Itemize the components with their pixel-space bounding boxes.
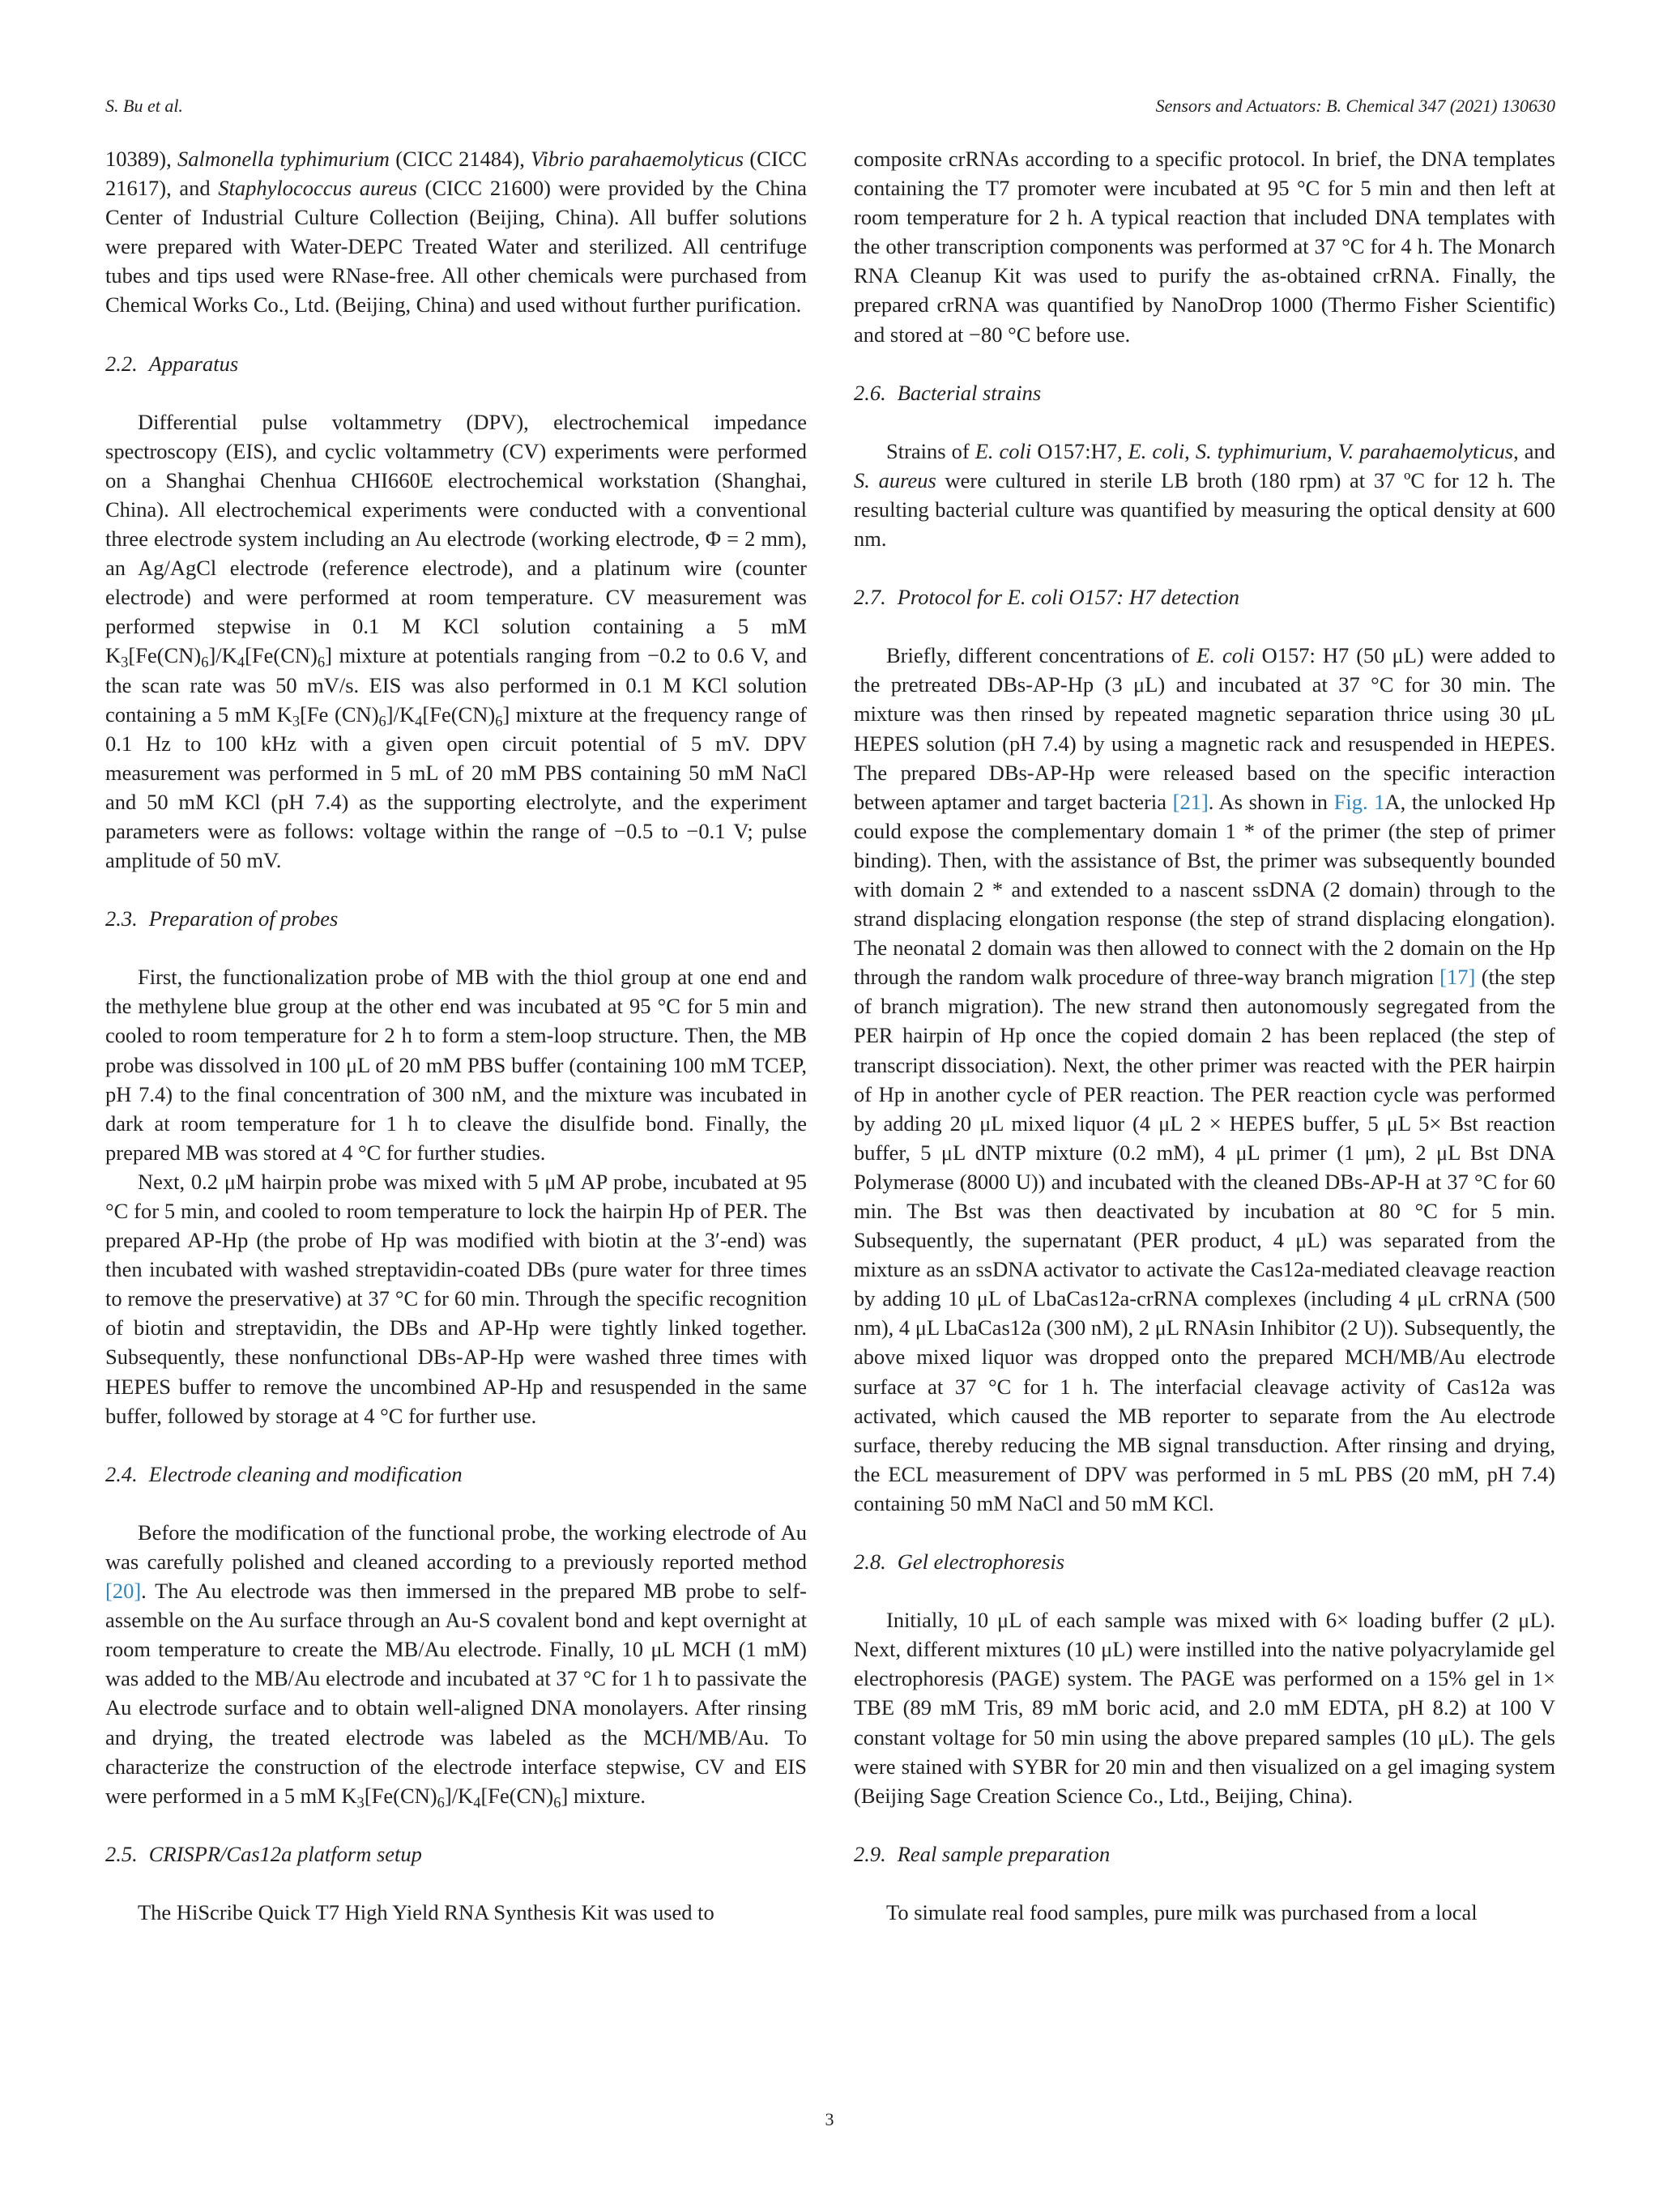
protocol-paragraph: Briefly, different concentrations of E. coli O157: H7 (50 μL) were added to the pretreated DBs-AP-Hp (3 μL) and incubated at 37 °C for 30 min. The mixture was then rinsed by repeated magnetic separation thrice using 30 μL HEPES solution (pH 7.4) by using a magnetic rack and resuspended in HEPES. The prepared DBs-AP-Hp were released based on the specific interaction between aptamer and target bacteria [21]. As shown in Fig. 1A, the unlocked Hp could expose the complementary domain 1 * of the primer (the step of primer binding). Then, with the assistance of Bst, the primer was subsequently bounded with domain 2 * and extended to a nascent ssDNA (2 domain) through to the strand displacing elongation response (the step of strand displacing elongation). The neonatal 2 domain was then allowed to connect with the 2 domain on the Hp through the random walk procedure of three-way branch migration [17] (the step of branch migration). The new strand then autonomously segregated from the PER hairpin of Hp once the copied domain 2 has been replaced (the step of transcript dissociation). Next, the other primer was reacted with the PER hairpin of Hp in another cycle of PER reaction. The PER reaction cycle was performed by adding 20 μL mixed liquor (4 μL 2 × HEPES buffer, 5 μL 5× Bst reaction buffer, 5 μL dNTP mixture (0.2 mM), 4 μL primer (1 μm), 2 μL Bst DNA Polymerase (8000 U)) and incubated with the cleaned DBs-AP-H at 37 °C for 60 min. The Bst was then deactivated by incubation at 80 °C for 5 min. Subsequently, the supernatant (PER product, 4 μL) was separated from the mixture as an ssDNA activator to activate the Cas12a-mediated cleavage reaction by adding 10 μL of LbaCas12a-crRNA complexes (including 4 μL crRNA (500 nm), 4 μL LbaCas12a (300 nM), 2 μL RNAsin Inhibitor (2 U)). Subsequently, the above mixed liquor was dropped onto the prepared MCH/MB/Au electrode surface at 37 °C for 1 h. The interfacial cleavage activity of Cas12a was activated, which caused the MB reporter to separate from the Au electrode surface, thereby reducing the MB signal transduction. After rinsing and drying, the ECL measurement of DPV was performed in 5 mL PBS (20 mM, pH 7.4) containing 50 mM NaCl and 50 mM KCl.: [854, 643, 1556, 1515]
section-heading-2-9: 2.9. Real sample preparation: [854, 1841, 1111, 1866]
figure-link-1[interactable]: Fig. 1: [1333, 789, 1385, 814]
crrna-continuation-paragraph: composite crRNAs according to a specific protocol. In brief, the DNA templates containing the T7 promoter were incubated at 95 °C for 5 min and then left at room temperature for 2 h. A typical reaction that included DNA templates with the other transcription components was performed at 37 °C for 4 h. The Monarch RNA Cleanup Kit was used to purify the as-obtained crRNA. Finally, the prepared crRNA was quantified by NanoDrop 1000 (Thermo Fisher Scientific) and stored at −80 °C before use.: [854, 147, 1555, 347]
section-heading-2-3: 2.3. Preparation of probes: [105, 906, 339, 931]
real-sample-paragraph: To simulate real food samples, pure milk was purchased from a local: [886, 1899, 1478, 1924]
section-heading-2-7: 2.7. Protocol for E. coli O157: H7 detection: [854, 585, 1239, 610]
bacterial-strains-paragraph: Strains of E. coli O157:H7, E. coli, S. typhimurium, V. parahaemolyticus, and S. aureus were cultured in sterile LB broth (180 rpm) at 37 ºC for 12 h. The resulting bacterial culture was quantified by measuring the optical density at 600 nm.: [854, 438, 1555, 552]
section-heading-2-6: 2.6. Bacterial strains: [854, 380, 1042, 405]
apparatus-paragraph: Differential pulse voltammetry (DPV), electrochemical impedance spectroscopy (EIS), and cyclic voltammetry (CV) experiments were performed on a Shanghai Chenhua CHI660E electrochemical workstation (Shanghai, China). All electrochemical experiments were conducted with a conventional three electrode system including an Au electrode (working electrode, Φ = 2 mm), an Ag/AgCl electrode (reference electrode), and a platinum wire (counter electrode) and were performed at room temperature. CV measurement was performed stepwise in 0.1 M KCl solution containing a 5 mM $K_3[Fe(CN)_6]/K_4[Fe(CN)_6]$ mixture at potentials ranging from −0.2 to 0.6 V, and the scan rate was 50 mV/s. EIS was also performed in 0.1 M KCl solution containing a 5 mM $K_3[Fe$ $(CN)_6]/K_4[Fe(CN)_6]$ mixture at the frequency range of 0.1 Hz to 100 kHz with a given open circuit potential of 5 mV. DPV measurement was performed in 5 mL of 20 mM PBS containing 50 mM NaCl and 50 mM KCl (pH 7.4) as the supporting electrolyte, and the experiment parameters were as follows: voltage within the range of −0.5 to −0.1 V; pulse amplitude of 50 mV.: [105, 409, 807, 873]
section-heading-2-2: 2.2. Apparatus: [105, 351, 239, 376]
reference-link-21[interactable]: [21]: [1172, 789, 1209, 814]
running-header-authors: S. Bu et al.: [105, 96, 183, 116]
probes-paragraph-2: Next, 0.2 μM hairpin probe was mixed with 5 μM AP probe, incubated at 95 °C for 5 min, and cooled to room temperature to lock the hairpin Hp of PER. The prepared AP-Hp (the probe of Hp was modified with biotin at the 3′-end) was then incubated with washed streptavidin-coated DBs (pure water for three times to remove the preservative) at 37 °C for 60 min. Through the specific recognition of biotin and streptavidin, the DBs and AP-Hp were tightly linked together. Subsequently, these nonfunctional DBs-AP-Hp were washed three times with HEPES buffer to remove the uncombined AP-Hp and resuspended in the same buffer, followed by storage at 4 °C for further use.: [105, 1169, 807, 1428]
left-column: [105, 144, 807, 1927]
section-heading-2-4: 2.4. Electrode cleaning and modification: [105, 1461, 463, 1486]
section-heading-2-8: 2.8. Gel electrophoresis: [854, 1549, 1065, 1575]
page-number: 3: [825, 2109, 834, 2129]
intro-paragraph: 10389), Salmonella typhimurium (CICC 21484), Vibrio parahaemolyticus (CICC 21617), and Staphylococcus aureus (CICC 21600) were provided by the China Center of Industrial Culture Collection (Beijing, China). All buffer solutions were prepared with Water-DEPC Treated Water and sterilized. All centrifuge tubes and tips used were RNase-free. All other chemicals were purchased from Chemical Works Co., Ltd. (Beijing, China) and used without further purification.: [105, 147, 807, 318]
gel-paragraph: Initially, 10 μL of each sample was mixed with 6× loading buffer (2 μL). Next, different mixtures (10 μL) were instilled into the native polyacrylamide gel electrophoresis (PAGE) system. The PAGE was performed on a 15% gel in 1× TBE (89 mM Tris, 89 mM boric acid, and 2.0 mM EDTA, pH 8.2) at 100 V constant voltage for 50 min using the above prepared samples (10 μL). The gels were stained with SYBR for 20 min and then visualized on a gel imaging system (Beijing Sage Creation Science Co., Ltd., Beijing, China).: [854, 1608, 1555, 1808]
reference-link-20[interactable]: [20]: [105, 1579, 142, 1604]
electrode-paragraph: Before the modification of the functional probe, the working electrode of Au was carefully polished and cleaned according to a previously reported method [20]. The Au electrode was then immersed in the prepared MB probe to self-assemble on the Au surface through an Au-S covalent bond and kept overnight at room temperature to create the MB/Au electrode. Finally, 10 μL MCH (1 mM) was added to the MB/Au electrode and incubated at 37 °C for 1 h to passivate the Au electrode surface and to obtain well-aligned DNA monolayers. After rinsing and drying, the treated electrode was labeled as the MCH/MB/Au. To characterize the construction of the electrode interface stepwise, CV and EIS were performed in a 5 mM $K_3[Fe(CN)_6]/K_4[Fe(CN)_6]$ mixture.: [105, 1519, 807, 1812]
crispr-paragraph: The HiScribe Quick T7 High Yield RNA Synthesis Kit was used to: [138, 1899, 714, 1924]
reference-link-17[interactable]: [17]: [1439, 965, 1476, 990]
right-column: [854, 144, 1555, 1927]
section-heading-2-5: 2.5. CRISPR/Cas12a platform setup: [105, 1841, 422, 1866]
running-header-journal: Sensors and Actuators: B. Chemical 347 (2021) 130630: [1155, 96, 1555, 116]
probes-paragraph-1: First, the functionalization probe of MB with the thiol group at one end and the methylene blue group at the other end was incubated at 95 °C for 5 min and cooled to room temperature for 2 h to form a stem-loop structure. Then, the MB probe was dissolved in 100 μL of 20 mM PBS buffer (containing 100 mM TCEP, pH 7.4) to the final concentration of 300 nM, and the mixture was incubated in dark at room temperature for 1 h to cleave the disulfide bond. Finally, the prepared MB was stored at 4 °C for further studies.: [105, 965, 807, 1165]
